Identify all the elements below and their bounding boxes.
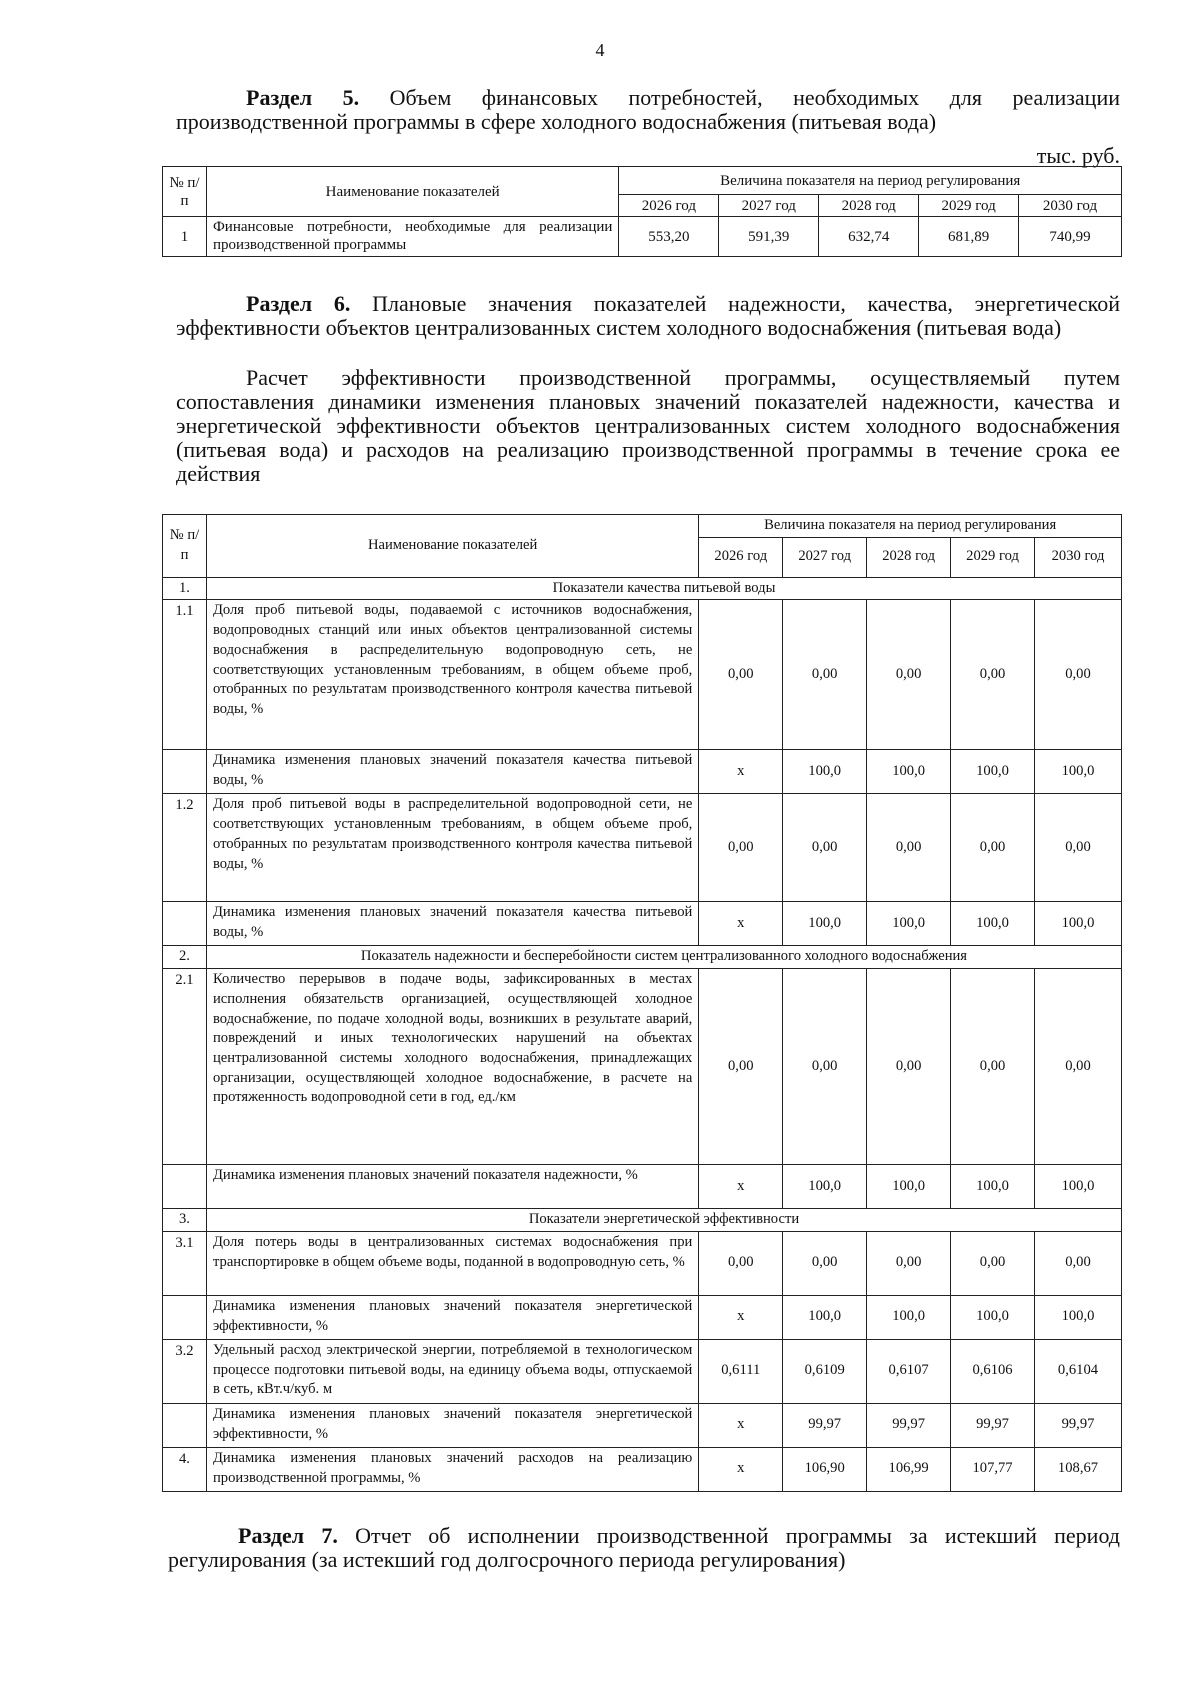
row-value: х (699, 1295, 783, 1339)
col-period-header: Величина показателя на период регулирования (699, 515, 1122, 538)
row-value: х (699, 1403, 783, 1447)
row-number: 1.2 (163, 794, 207, 902)
section5-label: Раздел 5. (246, 85, 360, 110)
row-value: 100,0 (1035, 1295, 1122, 1339)
row-value: 100,0 (951, 1165, 1035, 1209)
row-value: 0,00 (951, 600, 1035, 750)
group-row (163, 1209, 1122, 1232)
table-row (163, 1231, 1122, 1295)
row-name: Доля проб питьевой воды в распределительной водопроводной сети, не соответствующих установленным требованиям, в общем объеме проб, отобранных по результатам производственного контроля качества питьевой воды, % (206, 794, 698, 902)
row-name: Динамика изменения плановых значений расходов на реализацию производственной программы, % (206, 1447, 698, 1491)
row-value: 0,00 (867, 600, 951, 750)
row-name: Динамика изменения плановых значений показателя энергетической эффективности, % (206, 1295, 698, 1339)
section6-label: Раздел 6. (246, 291, 351, 316)
group-number: 1. (163, 577, 207, 600)
year-header: 2026 год (619, 195, 719, 217)
table-row (163, 1295, 1122, 1339)
section7-label: Раздел 7. (238, 1523, 338, 1548)
year-header: 2029 год (951, 537, 1035, 577)
col-period-header: Величина показателя на период регулирования (619, 167, 1122, 195)
table-row (163, 750, 1122, 794)
section5-heading (176, 86, 1120, 134)
row-number: 3.2 (163, 1339, 207, 1403)
year-header: 2026 год (699, 537, 783, 577)
row-number (163, 902, 207, 946)
row-value: 0,00 (1035, 1231, 1122, 1295)
col-name-header: Наименование показателей (206, 167, 618, 217)
row-name: Финансовые потребности, необходимые для реализации производственной программы (206, 217, 618, 257)
table-row (163, 902, 1122, 946)
section6-text: Плановые значения показателей надежности, качества, энергетической эффективности объектов централизованных систем холодного водоснабжения (питьевая вода) (176, 291, 1120, 340)
page-number: 4 (595, 40, 605, 60)
row-value: 100,0 (1035, 902, 1122, 946)
row-value: 99,97 (1035, 1403, 1122, 1447)
row-value: 99,97 (783, 1403, 867, 1447)
table-row (163, 600, 1122, 750)
group-title: Показатели качества питьевой воды (206, 577, 1121, 600)
row-value: 681,89 (919, 217, 1019, 257)
row-value: 0,00 (783, 1231, 867, 1295)
group-row (163, 946, 1122, 969)
row-value: 108,67 (1035, 1447, 1122, 1491)
row-value: 0,00 (1035, 600, 1122, 750)
row-value: 100,0 (783, 902, 867, 946)
group-row (163, 577, 1122, 600)
row-value: 99,97 (951, 1403, 1035, 1447)
row-value: х (699, 1165, 783, 1209)
row-value: 740,99 (1019, 217, 1122, 257)
row-number (163, 750, 207, 794)
col-name-header: Наименование показателей (206, 515, 698, 578)
row-name: Динамика изменения плановых значений показателя надежности, % (206, 1165, 698, 1209)
row-value: 100,0 (867, 902, 951, 946)
row-value: 591,39 (719, 217, 819, 257)
year-header: 2028 год (867, 537, 951, 577)
row-value: 100,0 (951, 1295, 1035, 1339)
row-name: Доля проб питьевой воды, подаваемой с источников водоснабжения, водопроводных станций или иных объектов централизованной системы водоснабжения в распределительную водопроводную сеть, не соответствующих установленным требованиям, в общем объеме проб, отобранных по результатам производственного контроля качества питьевой воды, % (206, 600, 698, 750)
row-value: 0,00 (951, 969, 1035, 1165)
row-value: 0,00 (1035, 969, 1122, 1165)
row-value: 0,00 (951, 1231, 1035, 1295)
year-header: 2030 год (1035, 537, 1122, 577)
row-value: 99,97 (867, 1403, 951, 1447)
row-value: 100,0 (783, 1165, 867, 1209)
row-value: 100,0 (867, 750, 951, 794)
row-value: 0,00 (699, 1231, 783, 1295)
row-value: 0,00 (867, 794, 951, 902)
row-value: 106,90 (783, 1447, 867, 1491)
row-number: 2.1 (163, 969, 207, 1165)
table-row (163, 1339, 1122, 1403)
row-value: 0,6111 (699, 1339, 783, 1403)
row-value: 0,00 (783, 794, 867, 902)
row-number: 1.1 (163, 600, 207, 750)
row-number (163, 1295, 207, 1339)
row-name: Доля потерь воды в централизованных системах водоснабжения при транспортировке в общем объеме воды, поданной в водопроводную сеть, % (206, 1231, 698, 1295)
group-title: Показатели энергетической эффективности (206, 1209, 1121, 1232)
row-value: 0,00 (867, 1231, 951, 1295)
row-value: 0,00 (783, 969, 867, 1165)
row-number (163, 1165, 207, 1209)
table-row (163, 217, 1122, 257)
section5-text: Объем финансовых потребностей, необходимых для реализации производственной программы в сфере холодного водоснабжения (питьевая вода) (176, 85, 1120, 134)
row-name: Количество перерывов в подаче воды, зафиксированных в местах исполнения обязательств организацией, осуществляющей холодное водоснабжение, по подаче холодной воды, возникших в результате аварий, повреждений и иных технологических нарушений на объектах централизованной системы холодного водоснабжения, принадлежащих организации, осуществляющей холодное водоснабжение, в расчете на протяженность водопроводной сети в год, ед./км (206, 969, 698, 1165)
finance-table (162, 166, 1122, 257)
row-value: 0,6109 (783, 1339, 867, 1403)
row-number: 1 (163, 217, 207, 257)
row-value: 0,00 (699, 600, 783, 750)
year-header: 2027 год (783, 537, 867, 577)
row-number: 3.1 (163, 1231, 207, 1295)
row-value: 632,74 (819, 217, 919, 257)
row-value: 106,99 (867, 1447, 951, 1491)
row-number (163, 1403, 207, 1447)
row-value: 100,0 (951, 750, 1035, 794)
section6-heading (176, 292, 1120, 340)
row-value: 553,20 (619, 217, 719, 257)
row-value: 100,0 (867, 1295, 951, 1339)
row-name: Динамика изменения плановых значений показателя энергетической эффективности, % (206, 1403, 698, 1447)
row-value: 0,00 (699, 969, 783, 1165)
group-title: Показатель надежности и бесперебойности систем централизованного холодного водоснабжения (206, 946, 1121, 969)
year-header: 2029 год (919, 195, 1019, 217)
group-number: 2. (163, 946, 207, 969)
row-value: 0,00 (699, 794, 783, 902)
row-value: 107,77 (951, 1447, 1035, 1491)
year-header: 2027 год (719, 195, 819, 217)
row-value: 0,00 (951, 794, 1035, 902)
row-value: 100,0 (783, 750, 867, 794)
year-header: 2028 год (819, 195, 919, 217)
row-value: 0,00 (1035, 794, 1122, 902)
row-value: 0,6104 (1035, 1339, 1122, 1403)
table-row (163, 794, 1122, 902)
row-value: 100,0 (1035, 1165, 1122, 1209)
section7-heading (168, 1524, 1120, 1572)
row-value: 0,00 (783, 600, 867, 750)
table-row (163, 1403, 1122, 1447)
section6-paragraph: Расчет эффективности производственной программы, осуществляемый путем сопоставления динамики изменения плановых значений показателей надежности, качества и энергетической эффективности объектов централизованных систем холодного водоснабжения (питьевая вода) и расходов на реализацию производственной программы в течение срока ее действия (176, 365, 1120, 486)
units-label: тыс. руб. (1036, 143, 1120, 168)
row-value: х (699, 902, 783, 946)
row-name: Удельный расход электрической энергии, потребляемой в технологическом процессе подготовки питьевой воды, на единицу объема воды, отпускаемой в сеть, кВт.ч/куб. м (206, 1339, 698, 1403)
row-number: 4. (163, 1447, 207, 1491)
row-value: 0,6106 (951, 1339, 1035, 1403)
row-value: 0,6107 (867, 1339, 951, 1403)
row-name: Динамика изменения плановых значений показателя качества питьевой воды, % (206, 750, 698, 794)
row-value: 100,0 (783, 1295, 867, 1339)
year-header: 2030 год (1019, 195, 1122, 217)
row-value: х (699, 1447, 783, 1491)
row-value: х (699, 750, 783, 794)
table-row (163, 969, 1122, 1165)
group-number: 3. (163, 1209, 207, 1232)
table-row (163, 1447, 1122, 1491)
col-num-header: № п/п (163, 515, 207, 578)
row-value: 100,0 (951, 902, 1035, 946)
row-name: Динамика изменения плановых значений показателя качества питьевой воды, % (206, 902, 698, 946)
row-value: 100,0 (867, 1165, 951, 1209)
col-num-header: № п/п (163, 167, 207, 217)
row-value: 0,00 (867, 969, 951, 1165)
indicators-table (162, 514, 1122, 1492)
table-row (163, 1165, 1122, 1209)
row-value: 100,0 (1035, 750, 1122, 794)
section7-text: Отчет об исполнении производственной программы за истекший период регулирования (за истекший год долгосрочного периода регулирования) (168, 1523, 1121, 1572)
